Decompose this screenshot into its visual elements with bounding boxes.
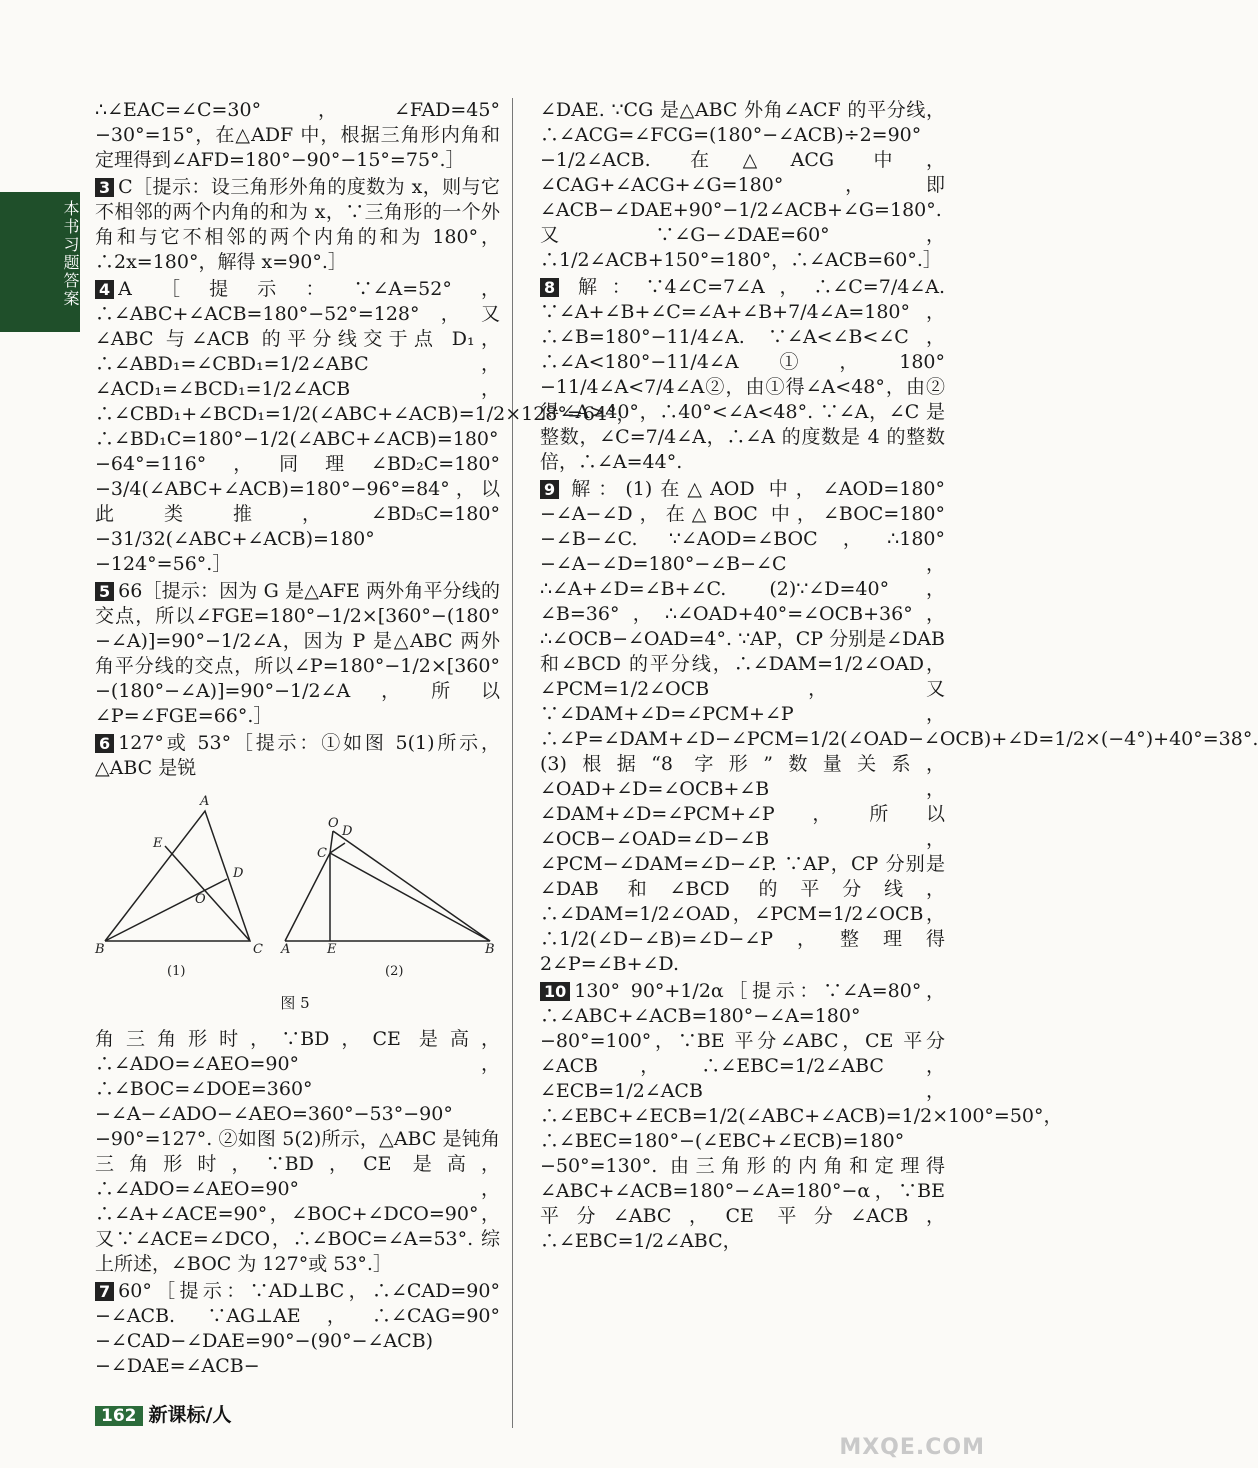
answer-text: 解：∵4∠C=7∠A，∴∠C=7/4∠A. ∵∠A+∠B+∠C=∠A+∠B+7/4∠A=180°，∴∠B=180°−11/4∠A. ∵∠A<∠B<∠C，∴∠A<180°−11/4∠A①，180°−11/4∠A<7/4∠A②，由①得∠A<48°，由②得∠A>40°，∴40°<∠A<48°. ∵∠A，∠C 是整数，∠C=7/4∠A，∴∠A 的度数是 4 的整数倍，∴∠A=44°.: [540, 276, 945, 473]
answer-text: 127°或 53°［提示：①如图 5(1)所示，△ABC 是锐: [95, 732, 500, 779]
figure-5-diagram: [95, 791, 495, 991]
column-divider: [512, 98, 513, 1428]
label-E-2: E: [327, 942, 337, 957]
answer-9: [540, 477, 1258, 977]
side-tab: 本书习题答案: [0, 192, 80, 332]
answer-text: 130° 90°+1/2α［提示：∵∠A=80°，∴∠ABC+∠ACB=180°−∠A=180°−80°=100°，∵BE 平分∠ABC，CE 平分∠ACB，∴∠EBC=1/2∠ABC，∠ECB=1/2∠ACB，∴∠EBC+∠ECB=1/2(∠ABC+∠ACB)=1/2×100°=50°，∴∠BEC=180°−(∠EBC+∠ECB)=180°−50°=130°. 由三角形的内角和定理得∠ABC+∠ACB=180°−∠A=180°−α，∵BE 平分∠ABC，CE 平分∠ACB，∴∠EBC=1/2∠ABC，: [540, 980, 1063, 1252]
series-label: 新课标/人: [148, 1404, 232, 1426]
answer-4: [95, 277, 636, 577]
label-C: C: [253, 942, 263, 957]
watermark: MXQE.COM: [839, 1435, 985, 1460]
answer-7: [95, 1279, 500, 1379]
question-number: 7: [95, 1282, 114, 1301]
question-number: 9: [540, 480, 559, 499]
label-A: A: [200, 794, 210, 809]
answer-text: ∴∠EAC=∠C=30°，∠FAD=45°−30°=15°，在△ADF 中，根据三角形内角和定理得到∠AFD=180°−90°−15°=75°.］: [95, 99, 500, 171]
label-D-2: D: [342, 824, 353, 839]
answer-10: [540, 979, 1063, 1254]
right-column: [540, 98, 1258, 1256]
answer-text: C［提示：设三角形外角的度数为 x，则与它不相邻的两个内角的和为 x，∵三角形的一个外角和与它不相邻的两个内角的和为 180°，∴2x=180°，解得 x=90°.］: [95, 176, 500, 273]
answer-text: 解：(1)在△AOD 中，∠AOD=180°−∠A−∠D，在△BOC 中，∠BOC=180°−∠B−∠C. ∵∠AOD=∠BOC，∴180°−∠A−∠D=180°−∠B−∠C，∴∠A+∠D=∠B+∠C. (2)∵∠D=40°，∠B=36°，∴∠OAD+40°=∠OCB+36°，∴∠OCB−∠OAD=4°. ∵AP，CP 分别是∠DAB 和∠BCD 的平分线，∴∠DAM=1/2∠OAD，∠PCM=1/2∠OCB，又∵∠DAM+∠D=∠PCM+∠P，∴∠P=∠DAM+∠D−∠PCM=1/2(∠OAD−∠OCB)+∠D=1/2×(−4°)+40°=38°. (3)根据“8 字形”数量关系，∠OAD+∠D=∠OCB+∠B，∠DAM+∠D=∠PCM+∠P，所以∠OCB−∠OAD=∠D−∠B，∠PCM−∠DAM=∠D−∠P. ∵AP，CP 分别是∠DAB 和∠BCD 的平分线，∴∠DAM=1/2∠OAD，∠PCM=1/2∠OCB，∴1/2(∠D−∠B)=∠D−∠P，整理得 2∠P=∠B+∠D.: [540, 478, 1258, 975]
label-D: D: [233, 866, 244, 881]
page-footer: [95, 1400, 231, 1427]
label-A-2: A: [281, 942, 291, 957]
label-O: O: [195, 892, 206, 907]
figure-5: [95, 791, 495, 1021]
label-B: B: [95, 942, 105, 957]
answer-text: 60°［提示：∵AD⊥BC，∴∠CAD=90°−∠ACB. ∵AG⊥AE，∴∠CAG=90°−∠CAD−∠DAE=90°−(90°−∠ACB)−∠DAE=∠ACB−: [95, 1280, 500, 1377]
page-number: 162: [95, 1406, 143, 1426]
answer-2-continued: [95, 98, 500, 173]
subfigure-1-label: (1): [167, 964, 186, 979]
question-number: 10: [540, 982, 570, 1001]
question-number: 4: [95, 280, 114, 299]
figure-caption: 图 5: [280, 994, 310, 1012]
label-C-2: C: [317, 846, 327, 861]
label-B-2: B: [485, 942, 495, 957]
answer-text: A［提示：∵∠A=52°，∴∠ABC+∠ACB=180°−52°=128°，又∠ABC 与∠ACB 的平分线交于点 D₁，∴∠ABD₁=∠CBD₁=1/2∠ABC，∠ACD₁=∠BCD₁=1/2∠ACB，∴∠CBD₁+∠BCD₁=1/2(∠ABC+∠ACB)=1/2×128°=64°，∴∠BD₁C=180°−1/2(∠ABC+∠ACB)=180°−64°=116°，同理∠BD₂C=180°−3/4(∠ABC+∠ACB)=180°−96°=84°，以此类推，∠BD₅C=180°−31/32(∠ABC+∠ACB)=180°−124°=56°.］: [95, 278, 636, 575]
question-number: 8: [540, 278, 559, 297]
question-number: 3: [95, 178, 114, 197]
answer-text: ∠DAE. ∵CG 是△ABC 外角∠ACF 的平分线，∴∠ACG=∠FCG=(180°−∠ACB)÷2=90°−1/2∠ACB. 在△ACG 中，∠CAG+∠ACG+∠G=180°，即∠ACB−∠DAE+90°−1/2∠ACB+∠G=180°. 又∵∠G−∠DAE=60°，∴1/2∠ACB+150°=180°，∴∠ACB=60°.］: [540, 99, 945, 271]
answer-6: [95, 731, 500, 781]
answer-3: [95, 175, 500, 275]
answer-8: [540, 275, 945, 475]
answer-text: 角三角形时，∵BD，CE 是高，∴∠ADO=∠AEO=90°，∴∠BOC=∠DOE=360°−∠A−∠ADO−∠AEO=360°−53°−90°−90°=127°. ②如图 5(2)所示，△ABC 是钝角三角形时，∵BD，CE 是高，∴∠ADO=∠AEO=90°，∴∠A+∠ACE=90°，∠BOC+∠DCO=90°，又∵∠ACE=∠DCO，∴∠BOC=∠A=53°. 综上所述，∠BOC 为 127°或 53°.］: [95, 1028, 500, 1275]
question-number: 6: [95, 734, 114, 753]
question-number: 5: [95, 582, 114, 601]
answer-6-continued: [95, 1027, 500, 1277]
answer-7-continued: [540, 98, 945, 273]
subfigure-2-label: (2): [385, 964, 404, 979]
answer-text: 66［提示：因为 G 是△AFE 两外角平分线的交点，所以∠FGE=180°−1/2×[360°−(180°−∠A)]=90°−1/2∠A，因为 P 是△ABC 两外角平分线的交点，所以∠P=180°−1/2×[360°−(180°−∠A)]=90°−1/2∠A，所以∠P=∠FGE=66°.］: [95, 580, 500, 727]
label-E: E: [153, 836, 163, 851]
label-O-2: O: [328, 816, 339, 831]
answer-5: [95, 579, 500, 729]
